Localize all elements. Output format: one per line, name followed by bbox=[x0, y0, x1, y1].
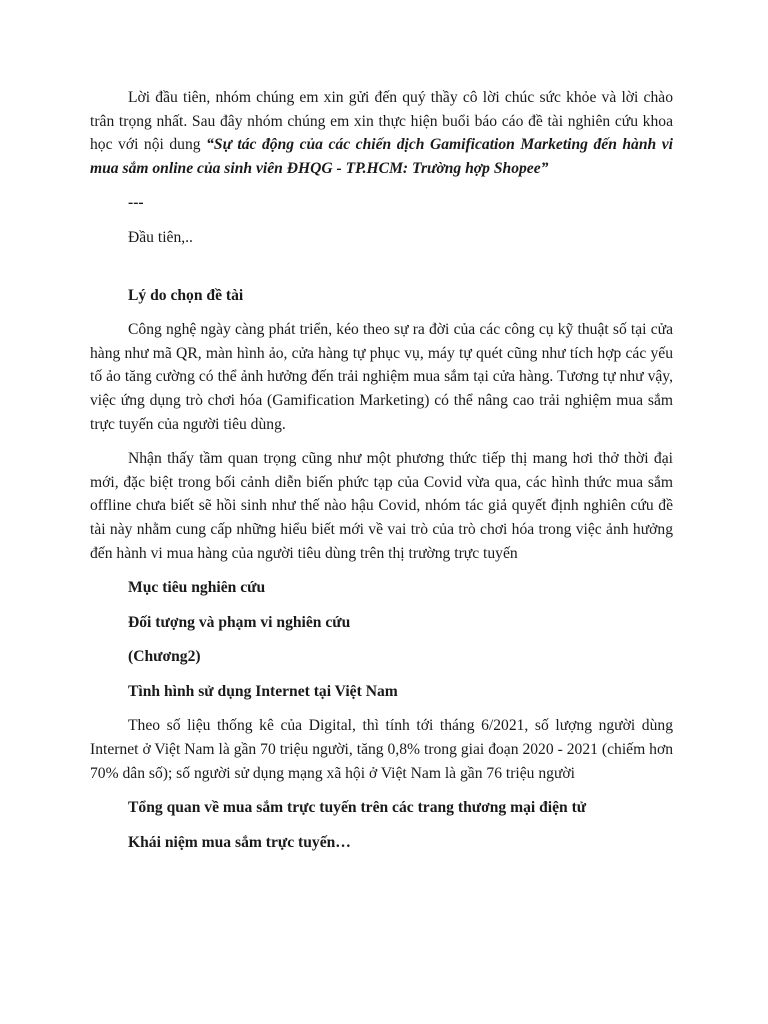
heading-objectives: Mục tiêu nghiên cứu bbox=[128, 579, 266, 597]
intro-text: Lời đầu tiên, nhóm chúng em xin gửi đến quý thầy cô lời chúc sức khỏe và lời chào trân trọng nhất. Sau đây nhóm chúng em xin thực hiện buổi báo cáo đề tài nghiên cứu khoa học với nội dung bbox=[90, 89, 673, 154]
heading-scope: Đối tượng và phạm vi nghiên cứu bbox=[128, 613, 351, 631]
paragraph-statistics: Theo số liệu thống kê của Digital, thì tính tới tháng 6/2021, số lượng người dùng Internet ở Việt Nam là gần 70 triệu người, tăng 0,8% trong giai đoạn 2020 - 2021 (chiếm hơn 70% dân số); số người sử dụng mạng xã hội ở Việt Nam là gần 76 triệu người bbox=[90, 717, 673, 782]
heading-overview: Tổng quan về mua sắm trực tuyến trên các trang thương mại điện tử bbox=[128, 799, 587, 817]
heading-chapter: (Chương2) bbox=[128, 648, 201, 666]
heading-concept: Khái niệm mua sắm trực tuyến… bbox=[128, 833, 351, 851]
research-topic: “Sự tác động của các chiến dịch Gamification Marketing đến hành vi mua sắm online của sinh viên ĐHQG - TP.HCM: Trường hợp Shopee” bbox=[90, 136, 673, 177]
paragraph-importance: Nhận thấy tầm quan trọng cũng như một phương thức tiếp thị mang hơi thở thời đại mới, đặc biệt trong bối cảnh diễn biến phức tạp của Covid vừa qua, các hình thức mua sắm offline chưa biết sẽ hồi sinh như thế nào hậu Covid, nhóm tác giả quyết định nghiên cứu đề tài này nhằm cung cấp những hiểu biết mới về vai trò của trò chơi hóa trong việc ảnh hưởng đến hành vi mua hàng của người tiêu dùng trên thị trường trực tuyến bbox=[90, 450, 673, 562]
first-line: Đầu tiên,.. bbox=[128, 228, 193, 246]
heading-internet: Tình hình sử dụng Internet tại Việt Nam bbox=[128, 682, 398, 700]
separator: --- bbox=[128, 194, 144, 212]
intro-paragraph bbox=[90, 86, 673, 180]
heading-reason: Lý do chọn đề tài bbox=[128, 286, 244, 304]
paragraph-technology: Công nghệ ngày càng phát triển, kéo theo sự ra đời của các công cụ kỹ thuật số tại cửa hàng như mã QR, màn hình ảo, cửa hàng tự phục vụ, máy tự quét cũng như tích hợp các yếu tố ảo tăng cường có thể ảnh hưởng đến trải nghiệm mua sắm tại cửa hàng. Tương tự như vậy, việc ứng dụng trò chơi hóa (Gamification Marketing) có thể nâng cao trải nghiệm mua sắm trực tuyến của người tiêu dùng. bbox=[90, 321, 673, 433]
document-body bbox=[90, 86, 673, 854]
